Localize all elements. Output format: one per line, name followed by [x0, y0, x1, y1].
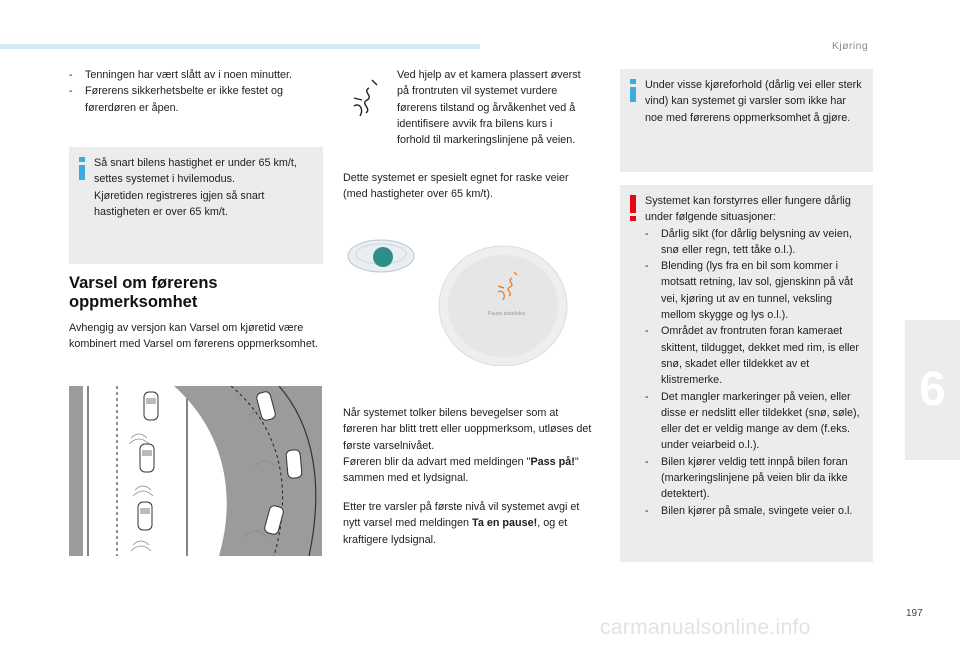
chapter-tab	[905, 320, 960, 460]
info-icon	[79, 157, 85, 180]
warning-icon	[630, 195, 636, 221]
list-item: - Bilen kjører veldig tett innpå bilen foran (markeringslinjene på veien blir da ikke detektert).	[645, 455, 848, 501]
chapter-number: 6	[919, 363, 946, 416]
info-paragraph: Så snart bilens hastighet er under 65 km/t, settes systemet i hvilemodus.	[94, 157, 297, 186]
info-box-text: Under visse kjøreforhold (dårlig vei eller sterk vind) kan systemet gi varsler som ikke har noe med førerens oppmerksomhet å gjøre.	[645, 79, 862, 124]
info-box-text	[94, 155, 317, 220]
alert-message-pass-pa: Pass på!	[530, 455, 575, 468]
instrument-cluster-illustration	[343, 228, 583, 366]
info-box-road-conditions	[620, 69, 873, 172]
header-bar	[0, 44, 480, 49]
list-item: - Det mangler markeringer på veien, eller disse er nedslitt eller tildekket (snø, søle), eller det er veldig mange av dem (f.eks. under veiarbeid o.l.).	[645, 390, 860, 452]
list-item: - Førerens sikkerhetsbelte er ikke festet og førerdøren er åpen.	[69, 85, 284, 114]
suitability-text: Dette systemet er spesielt egnet for raske veier (med hastigheter over 65 km/t).	[343, 172, 569, 201]
camera-description: Ved hjelp av et kamera plassert øverst på frontruten vil systemet vurdere førerens tilstand og årvåkenhet ved å identifisere avvik fra bilens kurs i forhold til markeringslinjene på veien.	[397, 69, 581, 147]
alert-message-take-break: Ta en pause!	[472, 517, 538, 530]
section-title: Kjøring	[832, 40, 869, 52]
warning-box-text: Systemet kan forstyrres eller fungere dårlig under følgende situasjoner: - Dårlig sikt (for dårlig belysning av veien, snø eller regn, tett tåke o.l.). - Blending (lys fra en bil som kommer i motsatt retning, lav sol, gjenskinn på våt vei, kjøring ut av en tunnel, veksling mellom skygge og lys o.l.). - Området av frontruten foran kameraet skittent, tildugget, dekket med rim, is eller snø, skadet eller tildekket av et klistremerke. - Det mangler markeringer på veien, eller disse er nedslitt eller tildekket (snø, søle), eller det er veldig mange av dem (f.eks. under veiarbeid o.l.). - Bilen kjører veldig tett innpå bilen foran (markeringslinjene på veien blir da ikke detektert). - Bilen kjører på smale, svingete veier o.l.	[645, 193, 867, 519]
driver-alert-icon	[352, 78, 382, 118]
info-icon	[630, 79, 636, 102]
warning-box-limitations	[620, 185, 873, 562]
first-level-alert-text: Når systemet tolker bilens bevegelser som at føreren har blitt trett eller uoppmerksom, utløses det første varselnivået. Føreren blir da advart med meldingen "Pass på!" sammen med et lydsignal.	[343, 407, 592, 485]
info-box-sleep-mode	[69, 147, 323, 264]
list-item: - Bilen kjører på smale, svingete veier o.l.	[645, 504, 853, 517]
intro-paragraph: Avhengig av versjon kan Varsel om kjøretid være kombinert med Varsel om førerens oppmerksomhet.	[69, 322, 318, 351]
watermark: carmanualsonline.info	[600, 616, 811, 639]
second-level-alert-text: Etter tre varsler på første nivå vil systemet avgi et nytt varsel med meldingen Ta en pause!, og et kraftigere lydsignal.	[343, 501, 580, 546]
section-heading: Varsel om førerens oppmerksomhet	[69, 274, 218, 311]
list-item: - Tenningen har vært slått av i noen minutter.	[69, 69, 293, 81]
road-scene-illustration	[69, 386, 322, 556]
cluster-display-label: Pause anbefales	[488, 311, 526, 317]
list-item: - Området av frontruten foran kameraet skittent, tildugget, dekket med rim, is eller snø, skadet eller tildekket av et klistremerke.	[645, 325, 860, 387]
info-paragraph: Kjøretiden registreres igjen så snart hastigheten er over 65 km/t.	[94, 189, 265, 218]
condition-list	[69, 67, 324, 116]
list-item: - Blending (lys fra en bil som kommer i motsatt retning, lav sol, gjenskinn på våt vei, kjøring ut av en tunnel, veksling mellom skygge og lys o.l.).	[645, 260, 854, 322]
page-number: 197	[906, 608, 923, 619]
list-item: - Dårlig sikt (for dårlig belysning av veien, snø eller regn, tett tåke o.l.).	[645, 227, 852, 256]
